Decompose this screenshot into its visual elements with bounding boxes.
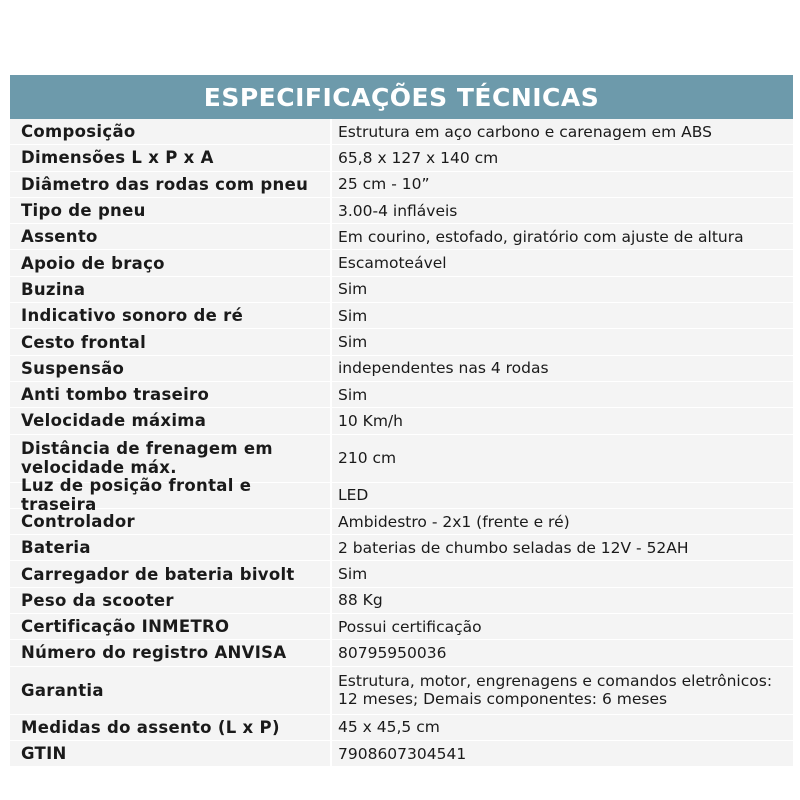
table-row <box>10 715 793 741</box>
table-row <box>10 640 793 666</box>
row-value: Estrutura em aço carbono e carenagem em ABS <box>338 122 712 141</box>
row-label: Apoio de braço <box>10 250 332 275</box>
table-row <box>10 476 793 515</box>
row-value: 7908607304541 <box>338 744 467 763</box>
row-label: Distância de frenagem em velocidade máx. <box>10 435 332 482</box>
row-label: Bateria <box>10 535 332 560</box>
table-row <box>10 198 793 224</box>
table-row <box>10 145 793 171</box>
row-value: 45 x 45,5 cm <box>338 718 440 737</box>
row-value: 88 Kg <box>338 591 383 610</box>
table-row <box>10 277 793 303</box>
row-value: Possui certificação <box>338 617 482 636</box>
row-label: Luz de posição frontal e traseira <box>10 483 332 508</box>
row-label: Velocidade máxima <box>10 408 332 433</box>
row-value: 65,8 x 127 x 140 cm <box>338 148 499 167</box>
row-value: LED <box>338 486 369 505</box>
spec-table-title: ESPECIFICAÇÕES TÉCNICAS <box>10 75 793 119</box>
table-row <box>10 535 793 561</box>
row-label: Buzina <box>10 277 332 302</box>
table-row <box>10 509 793 535</box>
row-label: Anti tombo traseiro <box>10 382 332 407</box>
row-value: 10 Km/h <box>338 411 403 430</box>
table-row <box>10 303 793 329</box>
table-row <box>10 329 793 355</box>
row-label: Diâmetro das rodas com pneu <box>10 172 332 197</box>
row-label: Suspensão <box>10 356 332 381</box>
table-row <box>10 382 793 408</box>
row-value: Sim <box>338 333 368 352</box>
row-value: Sim <box>338 280 368 299</box>
row-value: independentes nas 4 rodas <box>338 359 549 378</box>
table-row <box>10 172 793 198</box>
table-row <box>10 119 793 145</box>
table-row <box>10 356 793 382</box>
row-label: Peso da scooter <box>10 588 332 613</box>
row-label: Garantia <box>10 667 332 714</box>
row-value: Escamoteável <box>338 254 447 273</box>
row-label: Controlador <box>10 509 332 534</box>
table-row <box>10 224 793 250</box>
row-value: Em courino, estofado, giratório com ajuste de altura <box>338 227 744 246</box>
table-row <box>10 667 793 715</box>
row-value: 25 cm - 10” <box>338 175 430 194</box>
row-label: Indicativo sonoro de ré <box>10 303 332 328</box>
row-value: 210 cm <box>338 449 397 468</box>
row-label: Tipo de pneu <box>10 198 332 223</box>
table-row <box>10 561 793 587</box>
row-label: Medidas do assento (L x P) <box>10 715 332 740</box>
table-row <box>10 741 793 767</box>
row-value: Sim <box>338 306 368 325</box>
row-label: Número do registro ANVISA <box>10 640 332 665</box>
row-value: Estrutura, motor, engrenagens e comandos eletrônicos: 12 meses; Demais componentes: 6 meses <box>338 672 773 709</box>
row-value: 3.00-4 infláveis <box>338 201 458 220</box>
row-label: Carregador de bateria bivolt <box>10 561 332 586</box>
row-label: Cesto frontal <box>10 329 332 354</box>
row-value: Sim <box>338 385 368 404</box>
table-row <box>10 250 793 276</box>
row-label: GTIN <box>10 741 332 766</box>
row-value: 2 baterias de chumbo seladas de 12V - 52AH <box>338 538 689 557</box>
row-label: Certificação INMETRO <box>10 614 332 639</box>
row-value: Sim <box>338 565 368 584</box>
row-value: 80795950036 <box>338 643 447 662</box>
table-row <box>10 408 793 434</box>
row-label: Composição <box>10 119 332 144</box>
table-row <box>10 614 793 640</box>
row-label: Assento <box>10 224 332 249</box>
table-row <box>10 588 793 614</box>
row-label: Dimensões L x P x A <box>10 145 332 170</box>
row-value: Ambidestro - 2x1 (frente e ré) <box>338 512 570 531</box>
spec-table <box>10 75 793 767</box>
